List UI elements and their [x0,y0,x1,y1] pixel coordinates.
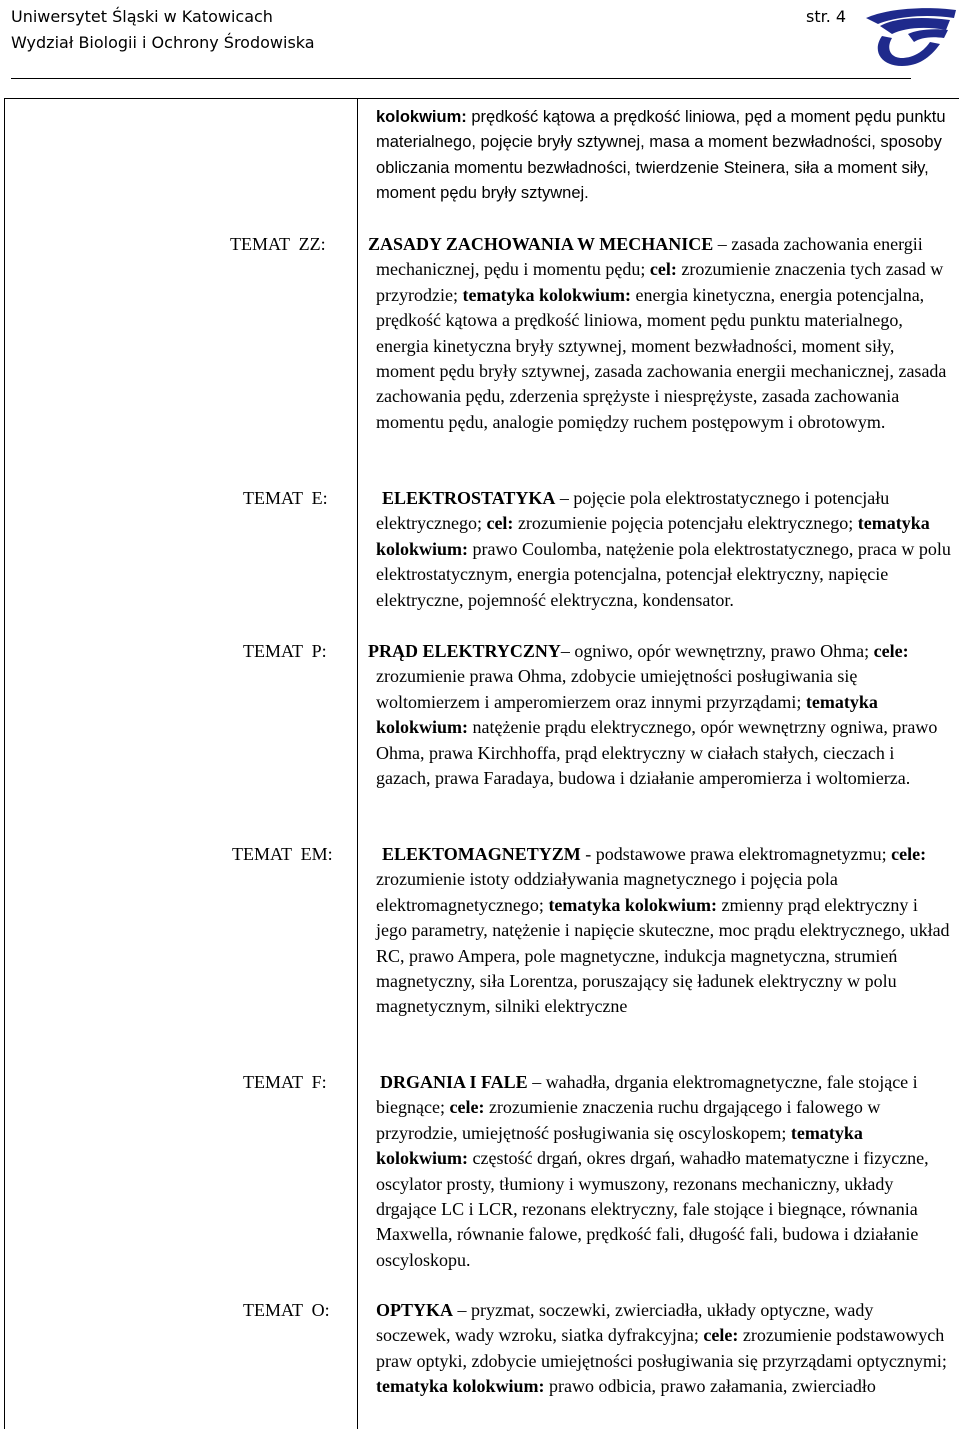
topic-f-tematyka: tematyka kolokwium: [376,1122,863,1169]
topic-f-title: DRGANIA I FALE [380,1072,528,1092]
topic-e-title: ELEKTROSTATYKA [382,488,556,508]
topic-zz-tematyka: tematyka kolokwium: [462,284,631,305]
topic-o-cel: cele: [703,1325,739,1346]
topic-e-block [376,486,951,613]
topic-f-cel: cele: [449,1097,485,1118]
page-header [11,4,847,56]
topic-e-text-3: prawo Coulomba, natężenie pola elektrostatycznego, praca w polu elektrostatycznym, energia potencjalna, potencjał elektryczny, napięcie elektryczne, pojemność elektryczna, kondensator. [376,538,951,610]
topic-p-block [368,639,951,791]
topic-f-text-3: częstość drgań, okres drgań, wahadło matematyczne i fizyczne, oscylator prosty, tłumiony i wymuszony, rezonans mechaniczny, układy drgające LC i LCR, rezonans elektryczny, fale stojące i biegnące, równania Maxwella, równanie falowe, prędkość fali, długość fali, budowa i działanie oscyloskopu. [376,1148,929,1270]
topic-em-text-2: zrozumienie istoty oddziaływania magnetycznego i pojęcia pola elektromagnetycznego; [376,869,838,915]
topic-p-label: TEMAT P: [243,641,327,661]
topic-p-text-2: zrozumienie prawa Ohma, zdobycie umiejętności posługiwania się woltomierzem i amperomierzem oraz innymi przyrządami; [376,666,858,712]
topic-e-tematyka: tematyka kolokwium: [376,513,930,559]
topic-em-label: TEMAT EM: [232,844,333,864]
topic-p-cel: cele: [873,641,909,661]
topic-e-label: TEMAT E: [243,488,328,508]
topic-zz-title: ZASADY ZACHOWANIA W MECHANICE [368,234,714,254]
topic-o-tematyka: tematyka kolokwium: [376,1376,545,1397]
topic-zz-cel: cel: [649,259,677,280]
topic-em-text-3: zmienny prąd elektryczny i jego parametry, natężenie i napięcie skuteczne, moc prądu elektrycznego, układ RC, prawo Ampera, pole magnetyczne, indukcja magnetyczna, strumień magnetyczny, siła Lorentza, poruszający się ładunek elektryczny w polu magnetycznym, silniki elektryczne [376,894,950,1017]
topic-f-block [376,1070,951,1273]
topic-o-block [376,1298,951,1400]
topic-zz-text-2: zrozumienie znaczenia tych zasad w przyrodzie; [376,259,944,305]
topic-e-text-2: zrozumienie pojęcia potencjału elektrycznego; [513,513,858,534]
topic-e-text-1: – pojęcie pola elektrostatycznego i potencjału elektrycznego; [376,488,890,534]
page-number: str. 4 [806,7,847,26]
topic-zz-block [368,232,951,435]
topic-o-text-3: prawo odbicia, prawo załamania, zwierciadło [544,1376,876,1397]
topic-em-title: ELEKTOMAGNETYZM [382,844,581,864]
topic-em-tematyka: tematyka kolokwium: [548,894,717,915]
topic-p-tematyka: tematyka kolokwium: [376,691,878,738]
topic-o-text-2: zrozumienie podstawowych praw optyki, zdobycie umiejętności posługiwania się przyrządami optycznymi; [376,1325,947,1371]
kolokwium-label: kolokwium: [376,108,467,126]
topic-o-title: OPTYKA [376,1300,454,1320]
topic-f-text-2: zrozumienie znaczenia ruchu drgającego i falowego w przyrodzie, umiejętność posługiwania się oscyloskopem; [376,1097,881,1143]
topic-p-text-3: natężenie prądu elektrycznego, opór wewnętrzny ogniwa, prawo Ohma, prawa Kirchhoffa, prąd elektryczny w ciałach stałych, cieczach i gazach, prawa Faradaya, budowa i działanie amperomierza i woltomierza. [376,717,938,789]
topic-zz-text-1: – zasada zachowania energii mechanicznej, pędu i momentu pędu; [376,234,923,280]
topic-em-cel: cele: [891,844,927,864]
topic-p-title: PRĄD ELEKTRYCZNY [368,641,561,661]
header-divider [11,78,911,79]
university-name: Uniwersytet Śląski w Katowicach [11,7,273,26]
topic-em-text-1: - podstawowe prawa elektromagnetyzmu; [580,844,892,864]
topic-f-label: TEMAT F: [243,1072,327,1092]
topic-zz-text-3: energia kinetyczna, energia potencjalna, prędkość kątowa a prędkość liniowa, moment pędu punktu materialnego, energia kinetyczna bryły sztywnej, moment bezwładności, moment siły, moment pędu bryły sztywnej, zasada zachowania energii mechanicznej, zasada zachowania pędu, zderzenia sprężyste i niesprężyste, zasada zachowania momentu pędu, analogie pomiędzy ruchem postępowym i obrotowym. [376,284,947,432]
faculty-name: Wydział Biologii i Ochrony Środowiska [11,33,315,52]
university-logo [858,4,958,74]
intro-text: prędkość kątowa a prędkość liniowa, pęd a moment pędu punktu materialnego, pojęcie bryły sztywnej, masa a moment bezwładności, sposoby obliczania momentu bezwładności, twierdzenie Steinera, siła a moment siły, moment pędu bryły sztywnej. [376,108,946,203]
topic-em-block [376,842,951,1020]
topic-e-cel: cel: [486,513,514,534]
topic-p-text-1: – ogniwo, opór wewnętrzny, prawo Ohma; [560,641,874,661]
topic-zz-label: TEMAT ZZ: [230,234,326,254]
topic-o-label: TEMAT O: [243,1300,330,1320]
topic-f-text-1: – wahadła, drgania elektromagnetyczne, fale stojące i biegnące; [376,1072,918,1118]
block-intro [376,105,951,207]
topic-o-text-1: – pryzmat, soczewki, zwierciadła, układy optyczne, wady soczewek, wady wzroku, siatka dyfrakcyjna; [376,1300,874,1346]
